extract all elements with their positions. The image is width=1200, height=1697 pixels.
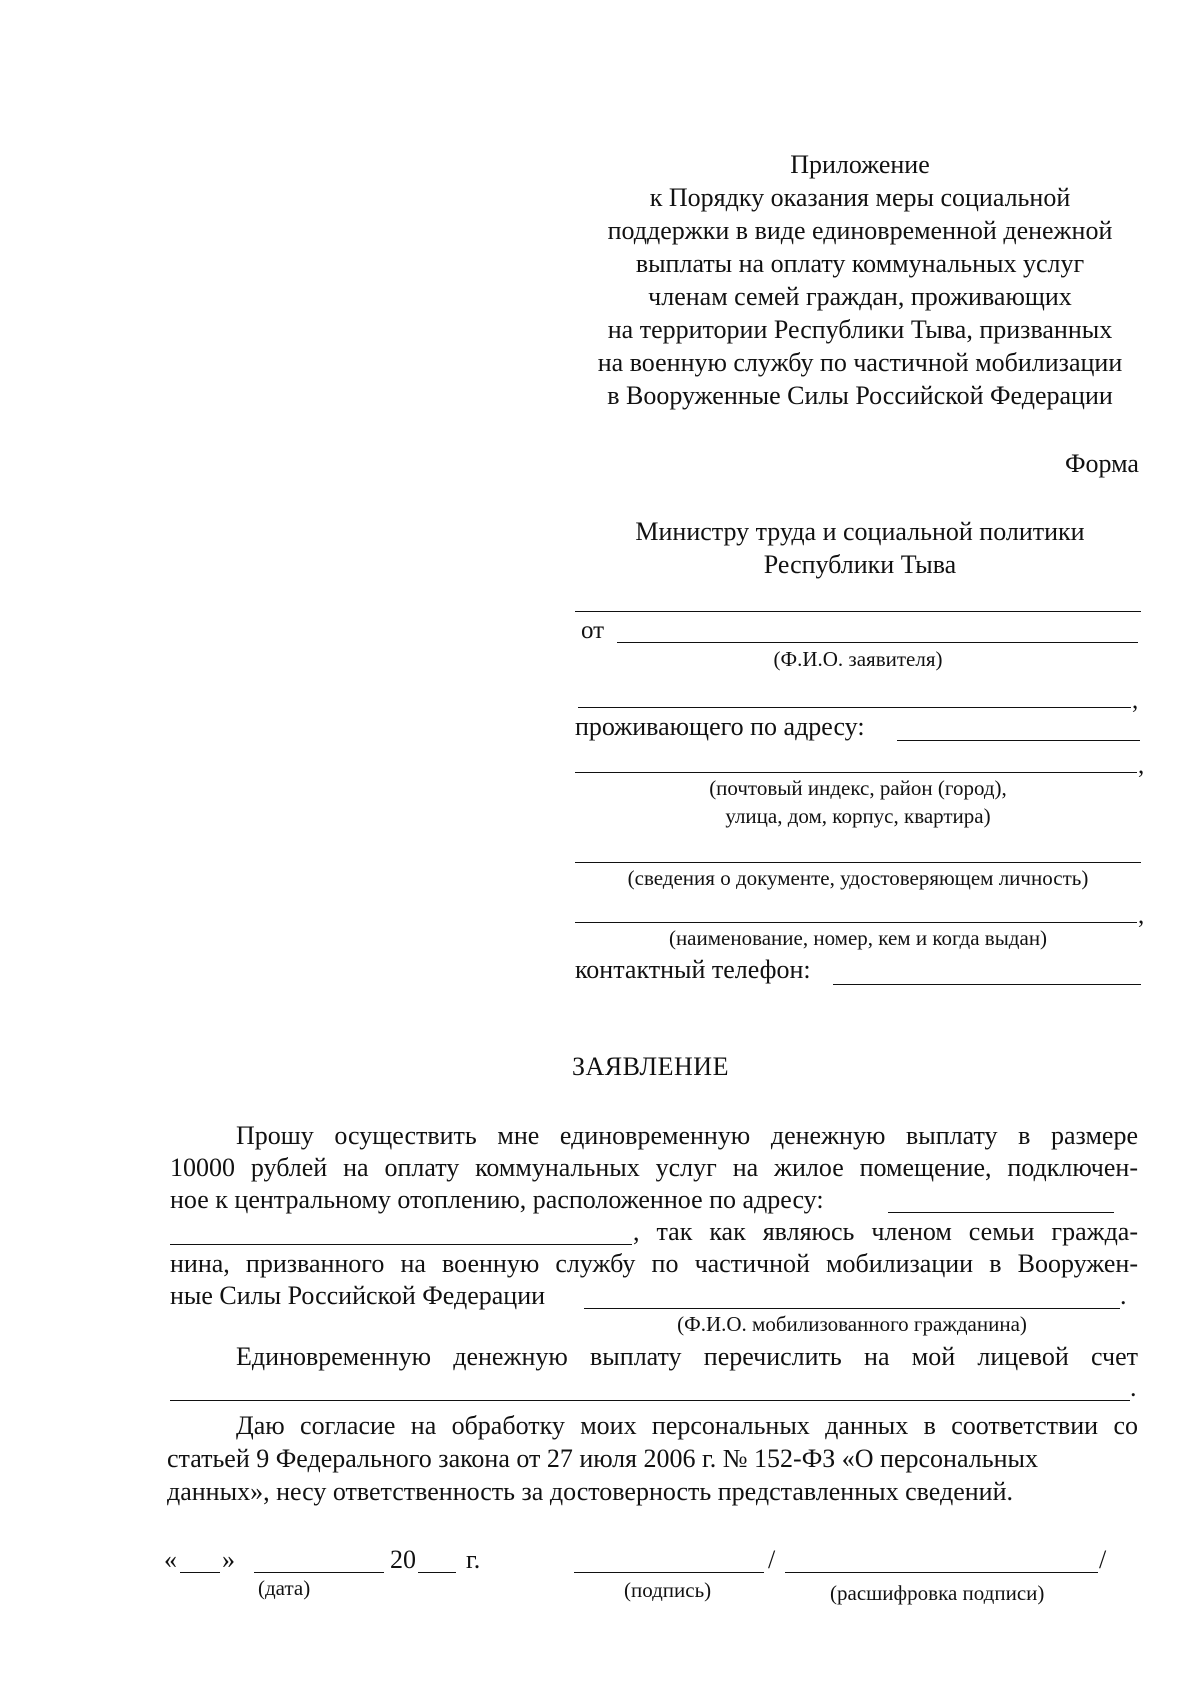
addressee-blank-line[interactable] (575, 611, 1141, 612)
signature-decoding-field[interactable] (785, 1572, 1098, 1573)
statement-p1-line1: Прошу осуществить мне единовременную денежную выплату в размере (236, 1121, 1138, 1150)
applicant-fio-field[interactable] (617, 642, 1138, 643)
appendix-line: членам семей граждан, проживающих (648, 282, 1072, 311)
addressee-line-1: Министру труда и социальной политики (635, 517, 1085, 546)
year-prefix: 20 (390, 1545, 416, 1574)
from-label: от (581, 617, 605, 644)
appendix-line: на военную службу по частичной мобилизации (597, 348, 1123, 377)
comma: , (1132, 687, 1139, 714)
phone-label: контактный телефон: (575, 955, 811, 984)
address-continuation-field[interactable] (575, 772, 1137, 773)
statement-p3-line3: данных», несу ответственность за достоверность представленных сведений. (167, 1477, 1013, 1506)
address-label: проживающего по адресу: (575, 712, 865, 741)
statement-p1-line4: , так как являюсь членом семьи гражда- (633, 1217, 1138, 1246)
id-document-field[interactable] (575, 862, 1141, 863)
addressee-line-2: Республики Тыва (763, 550, 957, 579)
date-caption: (дата) (258, 1576, 311, 1600)
statement-p1-line3: ное к центральному отоплению, расположенное по адресу: (170, 1185, 824, 1214)
dot: . (1130, 1373, 1137, 1402)
date-year-field[interactable] (418, 1572, 456, 1573)
statement-p1-line5: нина, призванного на военную службу по частичной мобилизации в Вооружен- (170, 1249, 1138, 1278)
address-caption-1: (почтовый индекс, район (город), (709, 776, 1007, 800)
dot: . (1120, 1281, 1127, 1310)
comma: , (1138, 902, 1145, 929)
address-caption-2: улица, дом, корпус, квартира) (725, 804, 991, 828)
date-month-field[interactable] (254, 1572, 384, 1573)
statement-address-field[interactable] (888, 1212, 1114, 1213)
date-day-field[interactable] (180, 1572, 220, 1573)
mobilized-fio-field[interactable] (584, 1308, 1120, 1309)
appendix-line: выплаты на оплату коммунальных услуг (635, 249, 1085, 278)
statement-p3-line1: Даю согласие на обработку моих персональных данных в соответствии со (236, 1411, 1138, 1440)
appendix-line: в Вооруженные Силы Российской Федерации (607, 381, 1113, 410)
slash: / (1099, 1545, 1107, 1574)
fio-caption: (Ф.И.О. заявителя) (773, 647, 943, 671)
id-document-details-caption: (наименование, номер, кем и когда выдан) (668, 926, 1048, 950)
quote-open: « (164, 1545, 177, 1574)
statement-p2-line1: Единовременную денежную выплату перечислить на мой лицевой счет (236, 1342, 1138, 1371)
comma: , (1138, 752, 1145, 779)
statement-address-continuation-field[interactable] (170, 1244, 632, 1245)
quote-close: » (222, 1545, 235, 1574)
phone-field[interactable] (833, 984, 1141, 985)
appendix-line: поддержки в виде единовременной денежной (607, 216, 1113, 245)
appendix-title: Приложение (790, 150, 930, 179)
mobilized-caption: (Ф.И.О. мобилизованного гражданина) (677, 1312, 1027, 1336)
statement-p1-line2: 10000 рублей на оплату коммунальных услуг на жилое помещение, подключен- (170, 1153, 1138, 1182)
statement-p1-line6: ные Силы Российской Федерации (170, 1281, 546, 1310)
id-document-details-field[interactable] (575, 922, 1137, 923)
account-number-field[interactable] (170, 1400, 1130, 1401)
form-label: Форма (1065, 449, 1139, 478)
id-document-caption: (сведения о документе, удостоверяющем личность) (627, 866, 1089, 890)
decoding-caption: (расшифровка подписи) (830, 1581, 1045, 1605)
statement-p3-line2: статьей 9 Федерального закона от 27 июля 2006 г. № 152-ФЗ «О персональных (167, 1444, 1038, 1473)
slash: / (768, 1545, 776, 1574)
signature-caption: (подпись) (624, 1578, 712, 1602)
statement-title: ЗАЯВЛЕНИЕ (572, 1052, 729, 1081)
appendix-line: к Порядку оказания меры социальной (649, 183, 1071, 212)
appendix-line: на территории Республики Тыва, призванных (607, 315, 1113, 344)
signature-field[interactable] (574, 1572, 764, 1573)
applicant-fio-continuation-field[interactable] (578, 707, 1131, 708)
address-field[interactable] (897, 740, 1140, 741)
year-suffix: г. (466, 1545, 481, 1574)
